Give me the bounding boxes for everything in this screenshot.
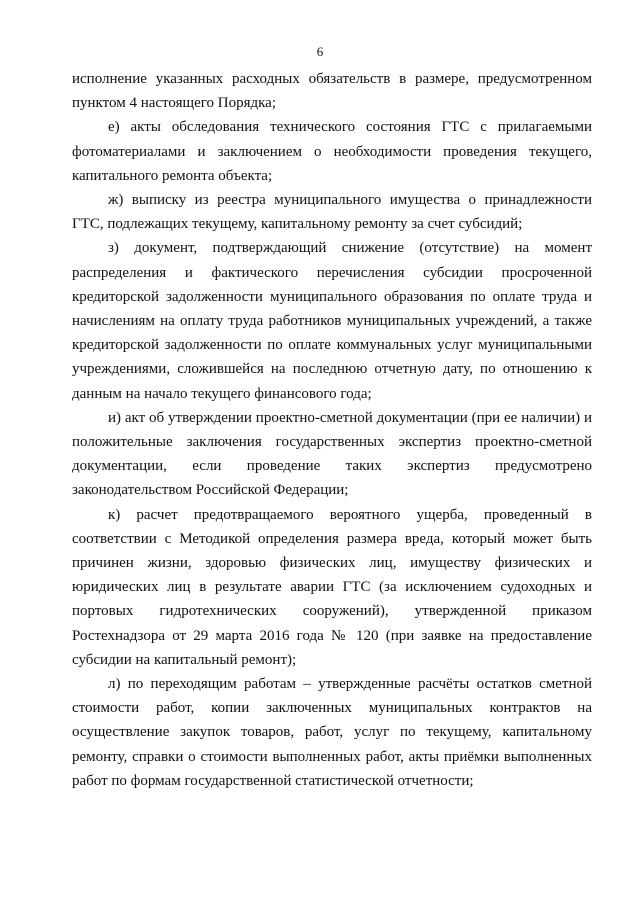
paragraph-item-zh: ж) выписку из реестра муниципального имущества о принадлежности ГТС, подлежащих текущему, капитальному ремонту за счет субсидий;: [72, 192, 592, 233]
page-number: 6: [316, 44, 324, 59]
paragraph-item-k: к) расчет предотвращаемого вероятного ущерба, проведенный в соответствии с Методикой определения размера вреда, который может быть причинен жизни, здоровью физических лиц, имуществу физических и юридических лиц в результате аварии ГТС (за исключением судоходных и портовых гидротехнических сооружений), утвержденной приказом Ростехнадзора от 29 марта 2016 года № 120 (при заявке на предоставление субсидии на капитальный ремонт);: [72, 506, 592, 668]
paragraph-item-i: и) акт об утверждении проектно-сметной документации (при ее наличии) и положительные заключения государственных экспертиз проектно-сметной документации, если проведение таких экспертиз предусмотрено законодательством Российской Федерации;: [72, 409, 592, 499]
paragraph-item-e: е) акты обследования технического состояния ГТС с прилагаемыми фотоматериалами и заключением о необходимости проведения текущего, капитального ремонта объекта;: [72, 119, 592, 184]
paragraph-item-z: з) документ, подтверждающий снижение (отсутствие) на момент распределения и фактического перечисления субсидии просроченной кредиторской задолженности муниципального образования по оплате труда и начислениям на оплату труда работников муниципальных учреждений, а также кредиторской задолженности по оплате коммунальных услуг муниципальными учреждениями, сложившейся на последнюю отчетную дату, по отношению к данным на начало текущего финансового года;: [72, 240, 592, 402]
paragraph-continuation: исполнение указанных расходных обязательств в размере, предусмотренном пунктом 4 настоящего Порядка;: [72, 71, 592, 112]
document-body: [72, 67, 592, 793]
paragraph-item-l: л) по переходящим работам – утвержденные расчёты остатков сметной стоимости работ, копии заключенных муниципальных контрактов на осуществление закупок товаров, работ, услуг по текущему, капитальному ремонту, справки о стоимости выполненных работ, акты приёмки выполненных работ по формам государственной статистической отчетности;: [72, 676, 592, 789]
